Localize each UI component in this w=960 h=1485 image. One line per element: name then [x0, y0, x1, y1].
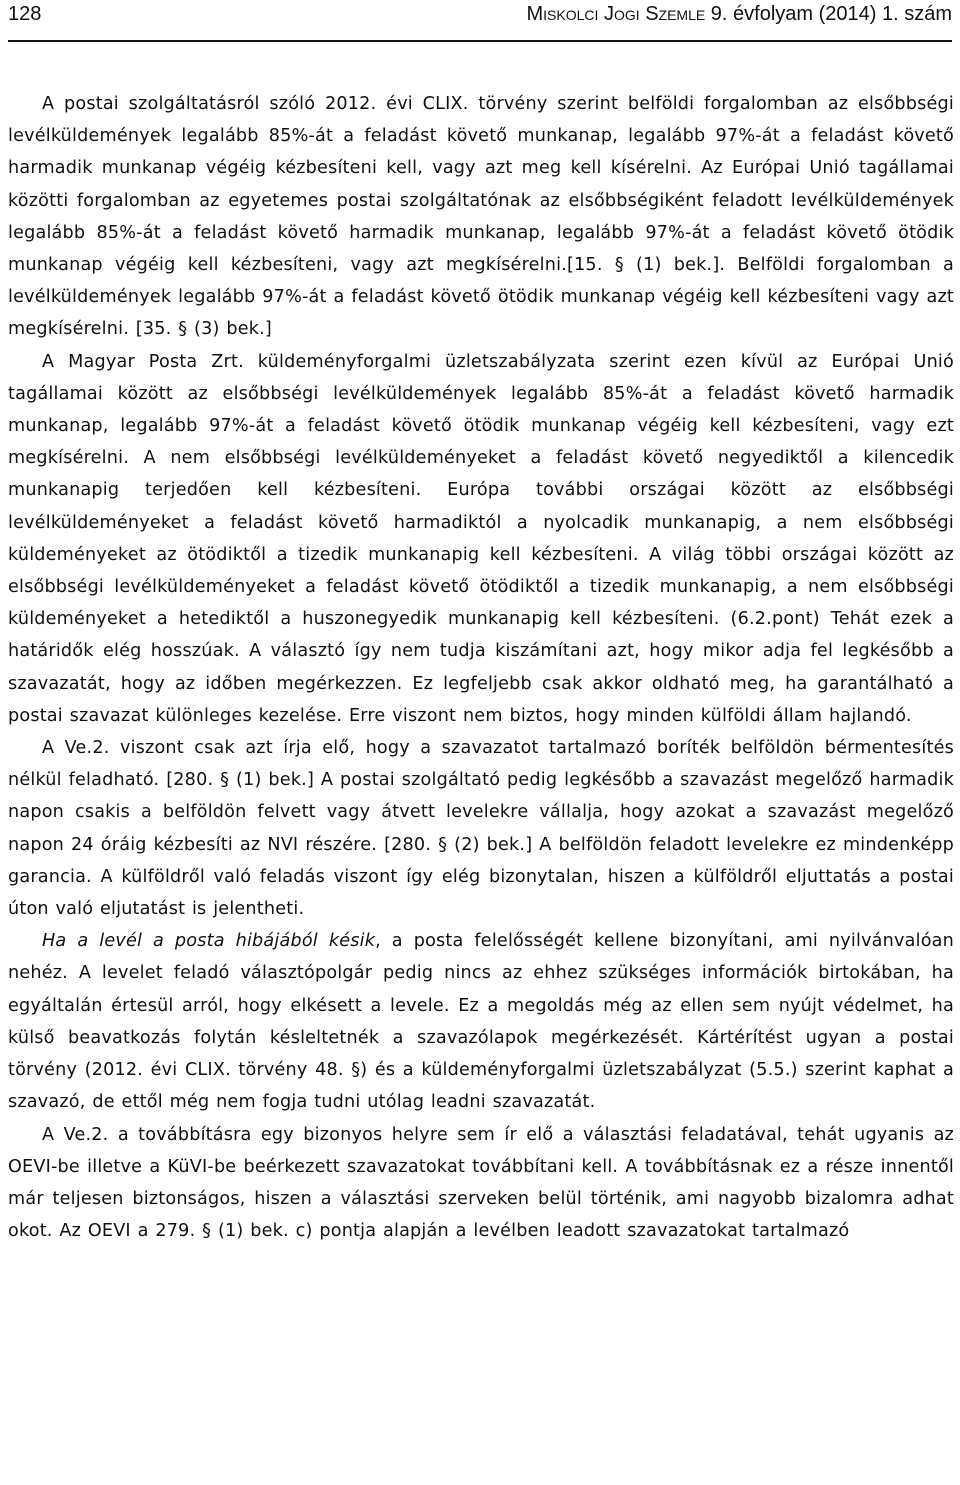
page-number: 128	[8, 3, 42, 25]
journal-name-1: iskolci	[543, 3, 599, 25]
paragraph: A Magyar Posta Zrt. küldeményforgalmi üzletszabályzata szerint ezen kívül az Európai Unió tagállamai között az elsőbbségi levélküldemények legalább 85%-át a feladást követő harmadik munkanap, legalább 97%-át a feladást követő ötödik munkanap végéig kell kézbesíteni, vagy ezt megkísérelni. A nem elsőbbségi levélküldeményeket a feladást követő negyediktől a kilencedik munkanapig terjedően kell kézbesíteni. Európa további országai között az elsőbbségi levélküldeményeket a feladást követő harmadiktól a nyolcadik munkanapig, a nem elsőbbségi küldeményeket az ötödiktől a tizedik munkanapig kell kézbesíteni. A világ többi országai között az elsőbbségi levélküldeményeket a feladást követő ötödiktől a tizedik munkanapig, a nem elsőbbségi küldeményeket a hetediktől a huszonegyedik munkanapig kell kézbesíteni. (6.2.pont) Tehát ezek a határidők elég hosszúak. A választó így nem tudja kiszámítani azt, hogy mikor adja fel legkésőbb a szavazatát, hogy az időben megérkezzen. Ez legfeljebb csak akkor oldható meg, ha garantálható a postai szavazat különleges kezelése. Erre viszont nem biztos, hogy minden külföldi állam hajlandó.	[8, 351, 954, 726]
article-body	[8, 88, 954, 1247]
paragraph	[8, 925, 954, 1118]
journal-prefix-1: M	[526, 3, 544, 25]
italic-lead-phrase: Ha a levél a posta hibájából késik	[42, 931, 376, 952]
journal-name-2: ogi	[613, 3, 640, 25]
paragraph: A postai szolgáltatásról szóló 2012. évi CLIX. törvény szerint belföldi forgalomban az elsőbbségi levélküldemények legalább 85%-át a feladást követő munkanap, legalább 97%-át a feladást követő harmadik munkanap végéig kézbesíteni kell, vagy azt meg kell kísérelni. Az Európai Unió tagállamai közötti forgalomban az egyetemes postai szolgáltatónak az elsőbbségiként feladott levélküldemények legalább 85%-át a feladást követő harmadik munkanap, legalább 97%-át a feladást követő ötödik munkanap végéig kell kézbesíteni, vagy azt megkísérelni.[15. § (1) bek.]. Belföldi forgalomban a levélküldemények legalább 97%-át a feladást követő ötödik munkanap végéig kell kézbesíteni vagy azt megkísérelni. [35. § (3) bek.]	[8, 94, 954, 340]
running-head	[526, 3, 952, 26]
paragraph: A Ve.2. viszont csak azt írja elő, hogy a szavazatot tartalmazó boríték belföldön bérmentesítés nélkül feladható. [280. § (1) bek.] A postai szolgáltató pedig legkésőbb a szavazást megelőző harmadik napon csakis a belföldön felvett vagy átvett levelekre vállalja, hogy azokat a szavazást megelőző napon 24 óráig kézbesíti az NVI részére. [280. § (2) bek.] A belföldön feladott levelekre ez mindenképp garancia. A külföldről való feladás viszont így elég bizonytalan, hiszen a külföldről eljuttatás a postai úton való eljutatást is jelentheti.	[8, 738, 954, 920]
page-header	[8, 0, 952, 40]
paragraph-continuation: , a posta felelősségét kellene bizonyítani, ami nyilvánvalóan nehéz. A levelet feladó választópolgár pedig nincs az ehhez szükséges információk birtokában, ha egyáltalán értesül arról, hogy elkésett a levele. Ez a megoldás még az ellen sem nyújt védelmet, ha külső beavatkozás folytán késleltetnék a szavazólapok megérkezését. Kártérítést ugyan a postai törvény (2012. évi CLIX. törvény 48. §) és a küldeményforgalmi üzletszabályzat (5.5.) szerint kaphat a szavazó, de ettől még nem fogja tudni utólag leadni szavazatát.	[8, 931, 954, 1113]
journal-issue: 9. évfolyam (2014) 1. szám	[710, 3, 952, 25]
journal-prefix-3: S	[645, 3, 659, 25]
paragraph: A Ve.2. a továbbításra egy bizonyos helyre sem ír elő a választási feladatával, tehát ugyanis az OEVI-be illetve a KüVI-be beérkezett szavazatokat továbbítani kell. A továbbításnak ez a része innentől már teljesen biztonságos, hiszen a választási szerveken belül történik, ami nagyobb bizalomra adhat okot. Az OEVI a 279. § (1) bek. c) pontja alapján a levélben leadott szavazatokat tartalmazó	[8, 1124, 954, 1242]
journal-name-3: zemle	[658, 3, 706, 25]
journal-prefix-2: J	[603, 3, 614, 25]
header-rule	[8, 40, 952, 42]
